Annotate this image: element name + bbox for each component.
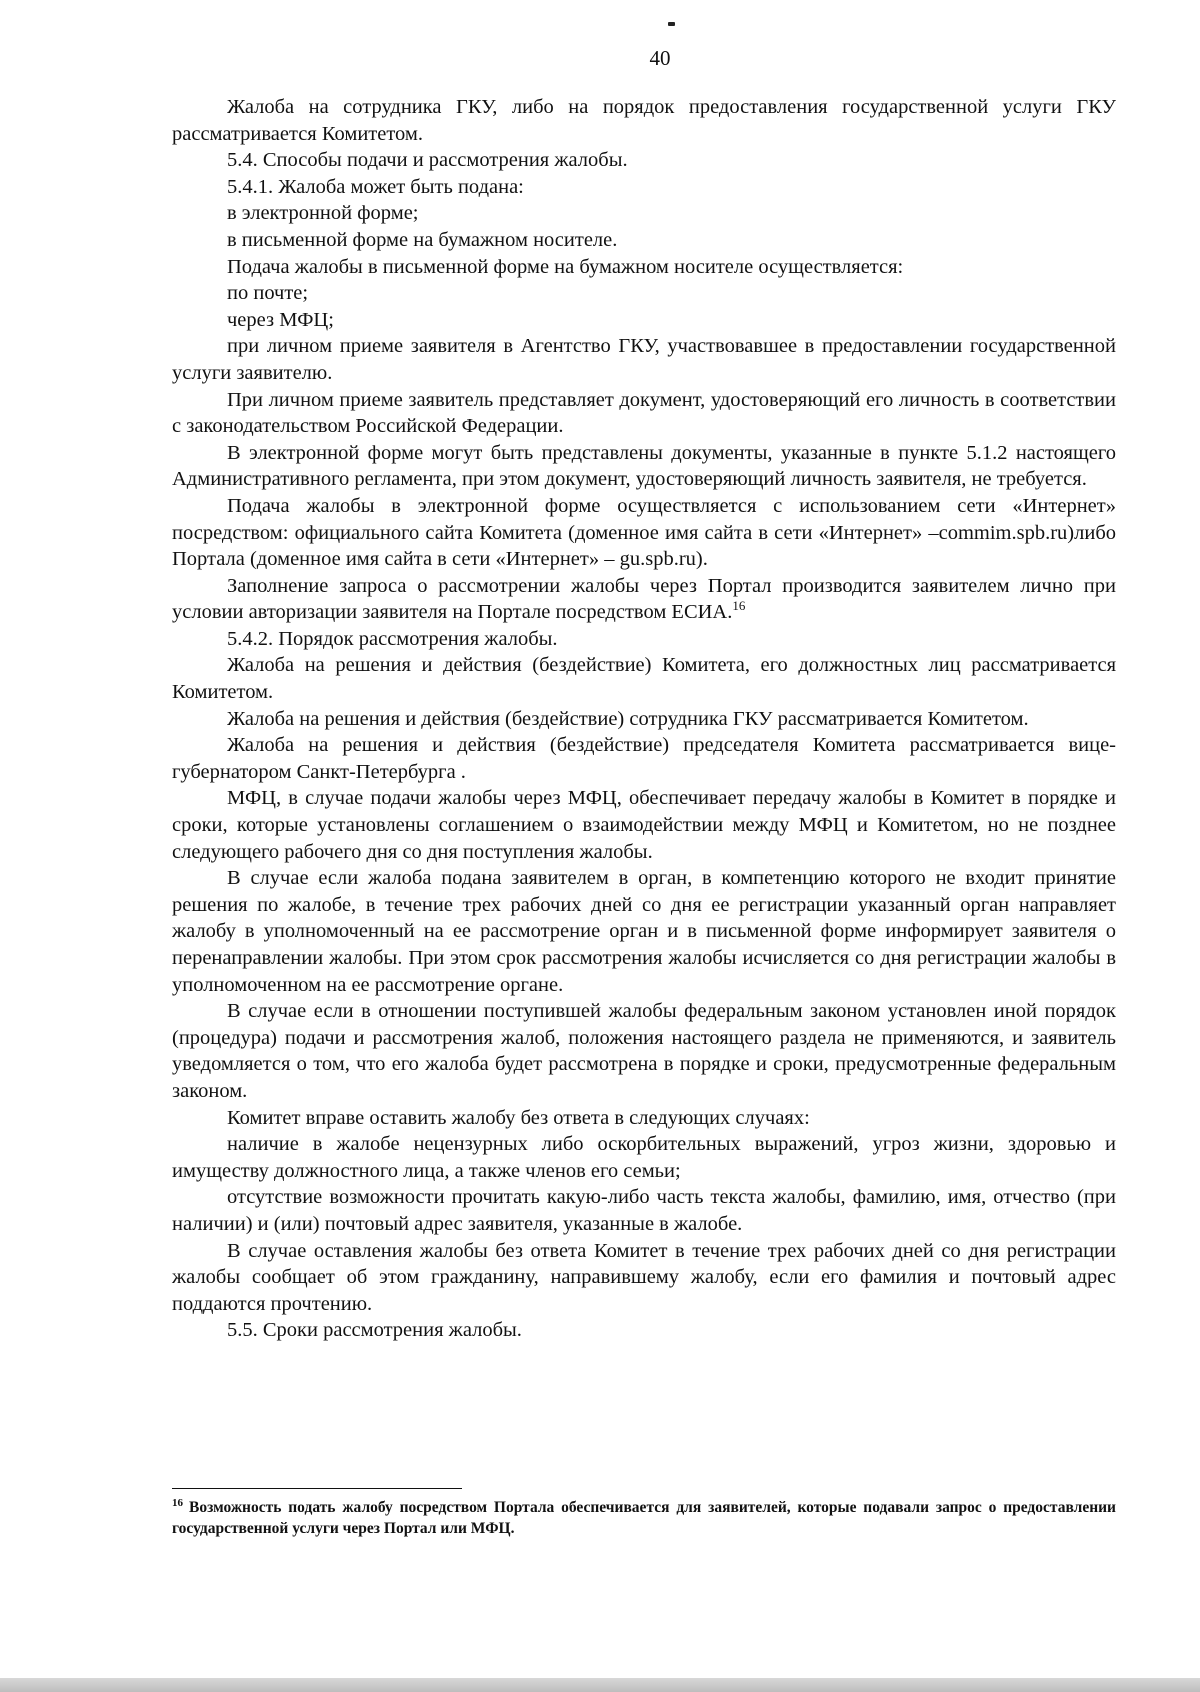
- list-item: отсутствие возможности прочитать какую-либо часть текста жалобы, фамилию, имя, отчество (при наличии) и (или) почтовый адрес заявителя, указанные в жалобе.: [172, 1186, 1116, 1235]
- paragraph: Жалоба на решения и действия (бездействие) сотрудника ГКУ рассматривается Комитетом.: [227, 707, 1029, 730]
- footnote-text: Возможность подать жалобу посредством Портала обеспечивается для заявителей, которые подавали запрос о предоставлении государственной услуги через Портал или МФЦ.: [172, 1499, 1116, 1537]
- subsection-heading: 5.4.2. Порядок рассмотрения жалобы.: [227, 627, 558, 650]
- paragraph-with-footnote: [172, 573, 1116, 626]
- paragraph-text: Заполнение запроса о рассмотрении жалобы через Портал производится заявителем лично при условии авторизации заявителя на Портале посредством ЕСИА.: [172, 574, 1116, 624]
- scan-edge: [0, 1678, 1200, 1692]
- paragraph: Жалоба на решения и действия (бездействие) Комитета, его должностных лиц рассматривается Комитетом.: [172, 654, 1116, 704]
- scan-mark: [668, 22, 675, 26]
- document-body: [172, 94, 1116, 1344]
- paragraph: В электронной форме могут быть представлены документы, указанные в пункте 5.1.2 настоящего Административного регламента, при этом документ, удостоверяющий личность заявителя, не требуется.: [172, 441, 1116, 491]
- page-number: 40: [649, 46, 671, 70]
- footnote-divider: [172, 1488, 462, 1489]
- paragraph: В случае оставления жалобы без ответа Комитет в течение трех рабочих дней со дня регистрации жалобы сообщает об этом гражданину, направившему жалобу, если его фамилия и почтовый адрес поддаются прочтению.: [172, 1239, 1116, 1315]
- paragraph: МФЦ, в случае подачи жалобы через МФЦ, обеспечивает передачу жалобы в Комитет в порядке и сроки, которые установлены соглашением о взаимодействии между МФЦ и Комитетом, но не позднее следующего рабочего дня со дня поступления жалобы.: [172, 787, 1116, 863]
- list-item: наличие в жалобе нецензурных либо оскорбительных выражений, угроз жизни, здоровью и имуществу должностного лица, а также членов его семьи;: [172, 1133, 1116, 1182]
- footnote-reference: 16: [732, 598, 746, 614]
- subsection-heading: 5.4.1. Жалоба может быть подана:: [227, 175, 524, 198]
- paragraph: Жалоба на сотрудника ГКУ, либо на порядок предоставления государственной услуги ГКУ рассматривается Комитетом.: [172, 96, 1116, 145]
- list-item: через МФЦ;: [227, 308, 334, 331]
- section-heading: 5.5. Сроки рассмотрения жалобы.: [227, 1319, 522, 1342]
- list-item: в электронной форме;: [227, 202, 419, 225]
- paragraph: Подача жалобы в письменной форме на бумажном носителе осуществляется:: [227, 255, 904, 278]
- list-item: в письменной форме на бумажном носителе.: [227, 228, 618, 251]
- footnote-mark: 16: [172, 1496, 183, 1509]
- paragraph: Комитет вправе оставить жалобу без ответа в следующих случаях:: [227, 1106, 810, 1129]
- list-item: при личном приеме заявителя в Агентство ГКУ, участвовавшее в предоставлении государственной услуги заявителю.: [172, 335, 1116, 384]
- paragraph: В случае если в отношении поступившей жалобы федеральным законом установлен иной порядок (процедура) подачи и рассмотрения жалоб, положения настоящего раздела не применяются, и заявитель уведомляется о том, что его жалоба будет рассмотрена в порядке и сроки, предусмотренные федеральным законом.: [172, 1000, 1116, 1102]
- paragraph: При личном приеме заявитель представляет документ, удостоверяющий его личность в соответствии с законодательством Российской Федерации.: [172, 388, 1116, 438]
- paragraph: В случае если жалоба подана заявителем в орган, в компетенцию которого не входит принятие решения по жалобе, в течение трех рабочих дней со дня ее регистрации указанный орган направляет жалобу в уполномоченный на ее рассмотрение орган и в письменной форме информирует заявителя о перенаправлении жалобы. При этом срок рассмотрения жалобы исчисляется со дня регистрации жалобы в уполномоченном на ее рассмотрение органе.: [172, 867, 1116, 996]
- section-heading: 5.4. Способы подачи и рассмотрения жалобы.: [227, 149, 628, 172]
- list-item: по почте;: [227, 282, 309, 305]
- paragraph: Жалоба на решения и действия (бездействие) председателя Комитета рассматривается вице-губернатором Санкт-Петербурга .: [172, 734, 1116, 783]
- paragraph: Подача жалобы в электронной форме осуществляется с использованием сети «Интернет» посредством: официального сайта Комитета (доменное имя сайта в сети «Интернет» –commim.spb.ru)либо Портала (доменное имя сайта в сети «Интернет» – gu.spb.ru).: [172, 494, 1116, 571]
- footnote: [172, 1497, 1116, 1539]
